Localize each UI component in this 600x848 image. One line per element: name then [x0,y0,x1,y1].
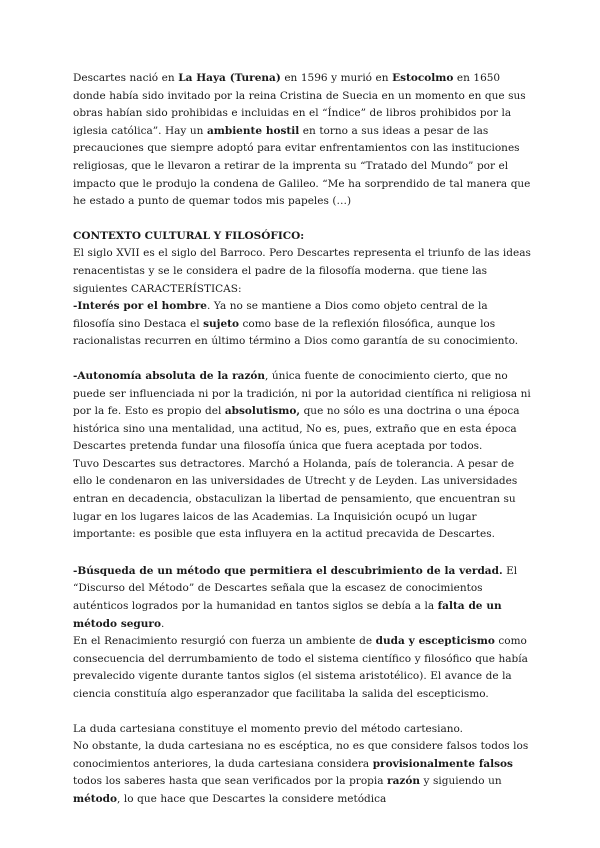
bold-text: Estocolmo [392,72,454,84]
spacer [73,351,532,368]
text: En el Renacimiento resurgió con fuerza un ambiente de [73,635,376,648]
text: en 1596 y murió en [280,72,393,84]
paragraph-detractores: Tuvo Descartes sus detractores. Marchó a Holanda, país de tolerancia. A pesar de ello le condenaron en las universidades de Utrecht y de Leyden. Las universidades entran en decadencia, obstaculizan la libertad de pensamiento, que encuentran su lugar en los lugares laicos de las Academias. La Inquisición ocupó un lugar importante: es posible que esta influyera en la actitud precavida de Descartes. [73,457,518,541]
text: El “Discurso del Método” de Descartes señala que la escasez de conocimientos auténticos logrados por la humanidad en tantos siglos se debía a la [73,564,518,613]
bold-text: -Búsqueda de un método que permitiera el descubrimiento de la verdad. [73,564,503,577]
text: en torno a sus ideas a pesar de las precauciones que siempre adoptó para evitar enfrentamientos con las instituciones religiosas, que le llevaron a retirar de la imprenta su “Tratado del Mundo” por el impacto que le produjo la condena de Galileo. “Me ha sorprendido de tal manera que he estado a punto de quemar todos mis papeles (…) [73,124,531,208]
paragraph-duda-metodica [73,738,532,808]
text: Descartes nació en [73,72,179,84]
section-heading: CONTEXTO CULTURAL Y FILOSÓFICO: [73,229,305,242]
bold-text: falta de un método seguro [73,600,502,630]
bold-text: razón [387,775,420,788]
text: . Ya no se mantiene a Dios como objeto central de la filosofía sino Destaca el [73,300,488,330]
bold-text: duda y escepticismo [375,635,495,648]
text: No obstante, la duda cartesiana no es escéptica, no es que considere falsos todos los conocimientos anteriores, la duda cartesiana considera [73,740,529,770]
bold-text: ambiente hostil [206,124,300,137]
paragraph-context: El siglo XVII es el siglo del Barroco. Pero Descartes representa el triunfo de las ideas renacentistas y se le considera el padre de la filosofía moderna. que tiene las siguientes CARACTERÍSTICAS: [73,247,531,295]
bold-text: provisionalmente falsos [372,757,513,770]
text: , lo que hace que Descartes la considere metódica [117,792,387,805]
text: , única fuente de conocimiento cierto, que no puede ser influenciada ni por la tradición, ni por la autoridad científica ni religiosa ni por la fe. Esto es propio del [73,369,531,418]
text: como base de la reflexión filosófica, aunque los racionalistas recurren en último término a Dios como garantía de su conocimiento. [73,317,519,348]
paragraph-biography [73,70,532,211]
bold-text: La Haya (Turena) [178,72,281,84]
bold-text: sujeto [203,317,239,330]
spacer [73,704,532,721]
text: todos los saberes hasta que sean verificados por la propia [73,775,388,788]
bold-text: método [73,792,117,805]
bold-text: -Interés por el hombre [73,300,207,313]
paragraph-renacimiento [73,633,532,703]
bold-text: -Autonomía absoluta de la razón [73,369,266,382]
spacer [73,211,532,228]
text: en 1650 donde había sido invitado por la reina Cristina de Suecia en un momento en que sus obras habían sido prohibidas e incluidas en el “Índice” de libros prohibidos por la iglesia católica”. Hay un [73,72,526,137]
paragraph-duda-previa: La duda cartesiana constituye el momento previo del método cartesiano. [73,722,463,735]
paragraph-autonomia-razon [73,368,532,456]
bold-text: absolutismo, [224,405,301,418]
text: . [160,617,165,630]
paragraph-busqueda-metodo [73,563,532,633]
text: y siguiendo un [419,775,502,788]
paragraph-interes-hombre [73,298,532,351]
text: como consecuencia del derrumbamiento de todo el sistema científico y filosófico que había prevalecido vigente durante tantos siglos (el sistema aristotélico). El avance de la ciencia constituía algo esperanzador que facilitaba la salida del escepticismo. [73,635,528,700]
spacer [73,544,532,563]
text: que no sólo es una doctrina o una época histórica sino una mentalidad, una actitud, No es, pues, extraño que en esta época Descartes pretenda fundar una filosofía única que fuera aceptada por todos. [73,405,520,453]
